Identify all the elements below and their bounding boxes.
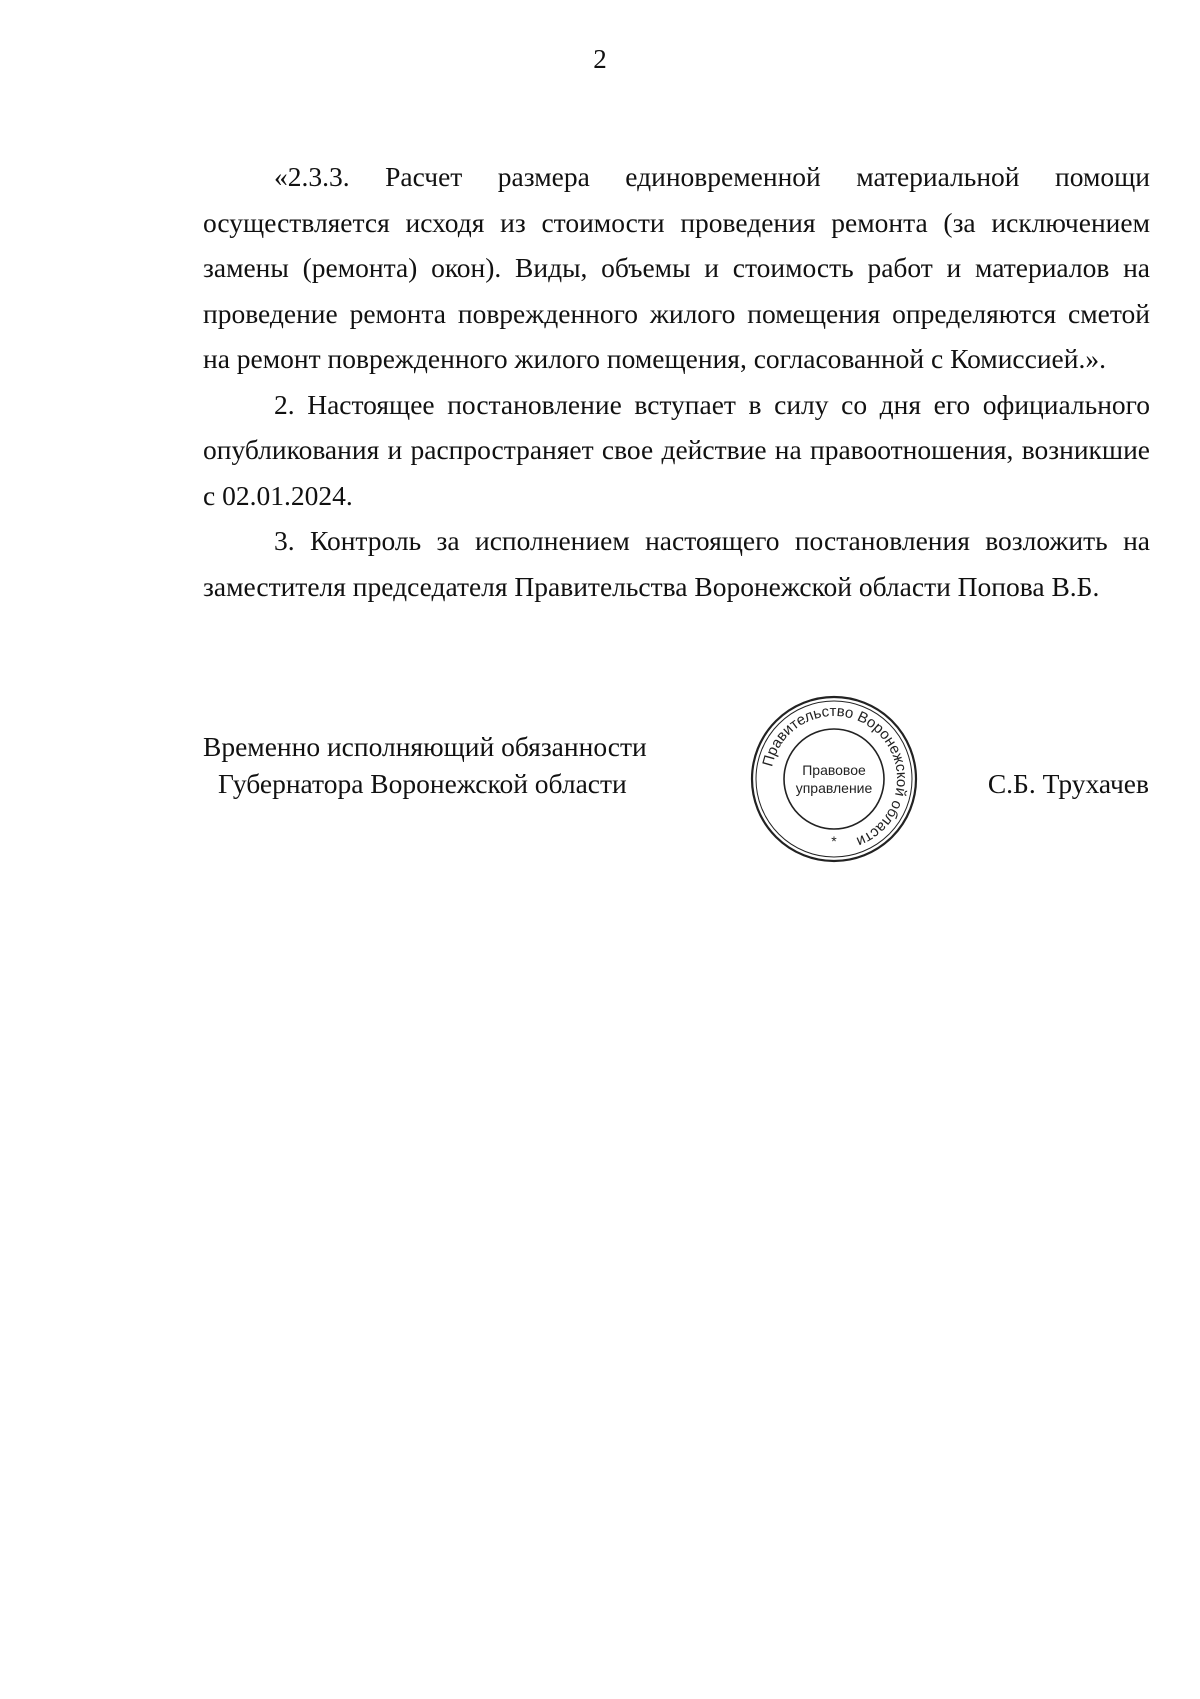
document-body bbox=[203, 154, 1150, 609]
signatory-position-line-1: Временно исполняющий обязанности bbox=[203, 731, 647, 762]
stamp-ring-text: Правительство Воронежской области bbox=[759, 702, 911, 851]
signatory-position bbox=[203, 728, 673, 802]
stamp-star: * bbox=[831, 833, 837, 849]
stamp-center-line-1: Правовое bbox=[802, 762, 866, 778]
official-stamp bbox=[748, 693, 920, 865]
signatory-name: С.Б. Трухачев bbox=[987, 768, 1149, 799]
paragraph-2-3-3: «2.3.3. Расчет размера единовременной материальной помощи осуществляется исходя из стоимости проведения ремонта (за исключением замены (ремонта) окон). Виды, объемы и стоимость работ и материалов на проведение ремонта поврежденного жилого помещения определяются сметой на ремонт поврежденного жилого помещения, согласованной с Комиссией.». bbox=[203, 161, 1150, 374]
stamp-center-line-2: управление bbox=[795, 780, 873, 796]
stamp-inner-ring bbox=[784, 729, 884, 829]
paragraph-control: 3. Контроль за исполнением настоящего постановления возложить на заместителя председателя Правительства Воронежской области Попова В.Б. bbox=[203, 525, 1150, 602]
page-number: 2 bbox=[593, 44, 607, 74]
paragraph-effective-date: 2. Настоящее постановление вступает в силу со дня его официального опубликования и распространяет свое действие на правоотношения, возникшие с 02.01.2024. bbox=[203, 388, 1150, 511]
signatory-position-line-2: Губернатора Воронежской области bbox=[218, 768, 627, 799]
